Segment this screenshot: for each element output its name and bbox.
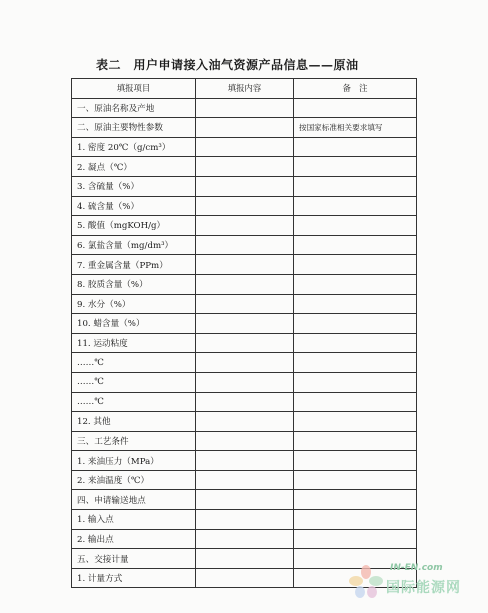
row-note-cell [294, 196, 417, 216]
row-item-cell: 5. 酸值（mgKOH/g） [72, 216, 196, 236]
table-row [72, 529, 417, 549]
row-item-cell: 7. 重金属含量（PPm） [72, 255, 196, 275]
row-note-cell [294, 235, 417, 255]
row-item-cell: ……℃ [72, 392, 196, 412]
table-row [72, 137, 417, 157]
row-item-cell: ……℃ [72, 372, 196, 392]
row-note-cell [294, 470, 417, 490]
table-row [72, 510, 417, 530]
row-item-cell: 1. 输入点 [72, 510, 196, 530]
table-row [72, 490, 417, 510]
row-note-cell [294, 216, 417, 236]
row-item-cell: ……℃ [72, 353, 196, 373]
row-content-cell[interactable] [196, 412, 294, 432]
row-note-cell: 按国家标准相关要求填写 [294, 118, 417, 138]
watermark [346, 563, 461, 603]
table-row [72, 372, 417, 392]
row-note-cell [294, 157, 417, 177]
row-item-cell: 9. 水分（%） [72, 294, 196, 314]
row-item-cell: 11. 运动粘度 [72, 333, 196, 353]
row-content-cell[interactable] [196, 549, 294, 569]
table-row [72, 470, 417, 490]
table-row [72, 274, 417, 294]
table-row [72, 255, 417, 275]
row-content-cell[interactable] [196, 314, 294, 334]
row-content-cell[interactable] [196, 137, 294, 157]
row-item-cell: 8. 胶质含量（%） [72, 274, 196, 294]
row-note-cell [294, 176, 417, 196]
table-row [72, 314, 417, 334]
row-note-cell [294, 137, 417, 157]
row-content-cell[interactable] [196, 392, 294, 412]
row-content-cell[interactable] [196, 470, 294, 490]
table-row [72, 353, 417, 373]
table-row [72, 294, 417, 314]
row-content-cell[interactable] [196, 196, 294, 216]
row-note-cell [294, 255, 417, 275]
row-item-cell: 五、交接计量 [72, 549, 196, 569]
row-content-cell[interactable] [196, 216, 294, 236]
header-item: 填报项目 [72, 79, 196, 99]
row-item-cell: 1. 来油压力（MPa） [72, 451, 196, 471]
row-note-cell [294, 490, 417, 510]
watermark-en: IN-EN.com [390, 563, 443, 573]
row-content-cell[interactable] [196, 255, 294, 275]
row-item-cell: 1. 密度 20℃（g/cm³） [72, 137, 196, 157]
table-header-row [72, 79, 417, 99]
row-item-cell: 四、申请输送地点 [72, 490, 196, 510]
row-item-cell: 4. 硫含量（%） [72, 196, 196, 216]
row-item-cell: 2. 来油温度（℃） [72, 470, 196, 490]
row-content-cell[interactable] [196, 235, 294, 255]
row-note-cell [294, 392, 417, 412]
row-note-cell [294, 274, 417, 294]
header-note: 备 注 [294, 79, 417, 99]
table-row [72, 216, 417, 236]
row-note-cell [294, 98, 417, 118]
row-note-cell [294, 451, 417, 471]
row-note-cell [294, 314, 417, 334]
table-row [72, 451, 417, 471]
row-item-cell: 10. 蜡含量（%） [72, 314, 196, 334]
row-note-cell [294, 529, 417, 549]
row-content-cell[interactable] [196, 568, 294, 588]
row-note-cell [294, 510, 417, 530]
row-content-cell[interactable] [196, 274, 294, 294]
row-note-cell [294, 431, 417, 451]
row-item-cell: 二、原油主要物性参数 [72, 118, 196, 138]
row-content-cell[interactable] [196, 118, 294, 138]
row-note-cell [294, 372, 417, 392]
row-note-cell [294, 412, 417, 432]
table-row [72, 412, 417, 432]
row-item-cell: 1. 计量方式 [72, 568, 196, 588]
row-note-cell [294, 353, 417, 373]
row-content-cell[interactable] [196, 353, 294, 373]
document-title: 表二 用户申请接入油气资源产品信息——原油 [96, 58, 359, 72]
table-row [72, 235, 417, 255]
table-row [72, 392, 417, 412]
table-row [72, 431, 417, 451]
row-item-cell: 12. 其他 [72, 412, 196, 432]
table-row [72, 333, 417, 353]
row-content-cell[interactable] [196, 529, 294, 549]
row-note-cell [294, 294, 417, 314]
row-content-cell[interactable] [196, 98, 294, 118]
row-content-cell[interactable] [196, 510, 294, 530]
row-content-cell[interactable] [196, 157, 294, 177]
info-table [71, 78, 417, 588]
row-content-cell[interactable] [196, 333, 294, 353]
row-note-cell [294, 333, 417, 353]
row-item-cell: 3. 含硫量（%） [72, 176, 196, 196]
table-row [72, 196, 417, 216]
row-item-cell: 2. 输出点 [72, 529, 196, 549]
row-content-cell[interactable] [196, 176, 294, 196]
table-row [72, 98, 417, 118]
row-content-cell[interactable] [196, 372, 294, 392]
table-row [72, 176, 417, 196]
row-item-cell: 一、原油名称及产地 [72, 98, 196, 118]
header-content: 填报内容 [196, 79, 294, 99]
watermark-cn: 国际能源网 [386, 580, 461, 596]
row-item-cell: 2. 凝点（℃） [72, 157, 196, 177]
row-item-cell: 6. 氯盐含量（mg/dm³） [72, 235, 196, 255]
row-content-cell[interactable] [196, 294, 294, 314]
table-row [72, 157, 417, 177]
row-content-cell[interactable] [196, 451, 294, 471]
row-content-cell[interactable] [196, 490, 294, 510]
row-content-cell[interactable] [196, 431, 294, 451]
row-item-cell: 三、工艺条件 [72, 431, 196, 451]
table-row [72, 118, 417, 138]
energy-logo-icon [346, 563, 386, 603]
